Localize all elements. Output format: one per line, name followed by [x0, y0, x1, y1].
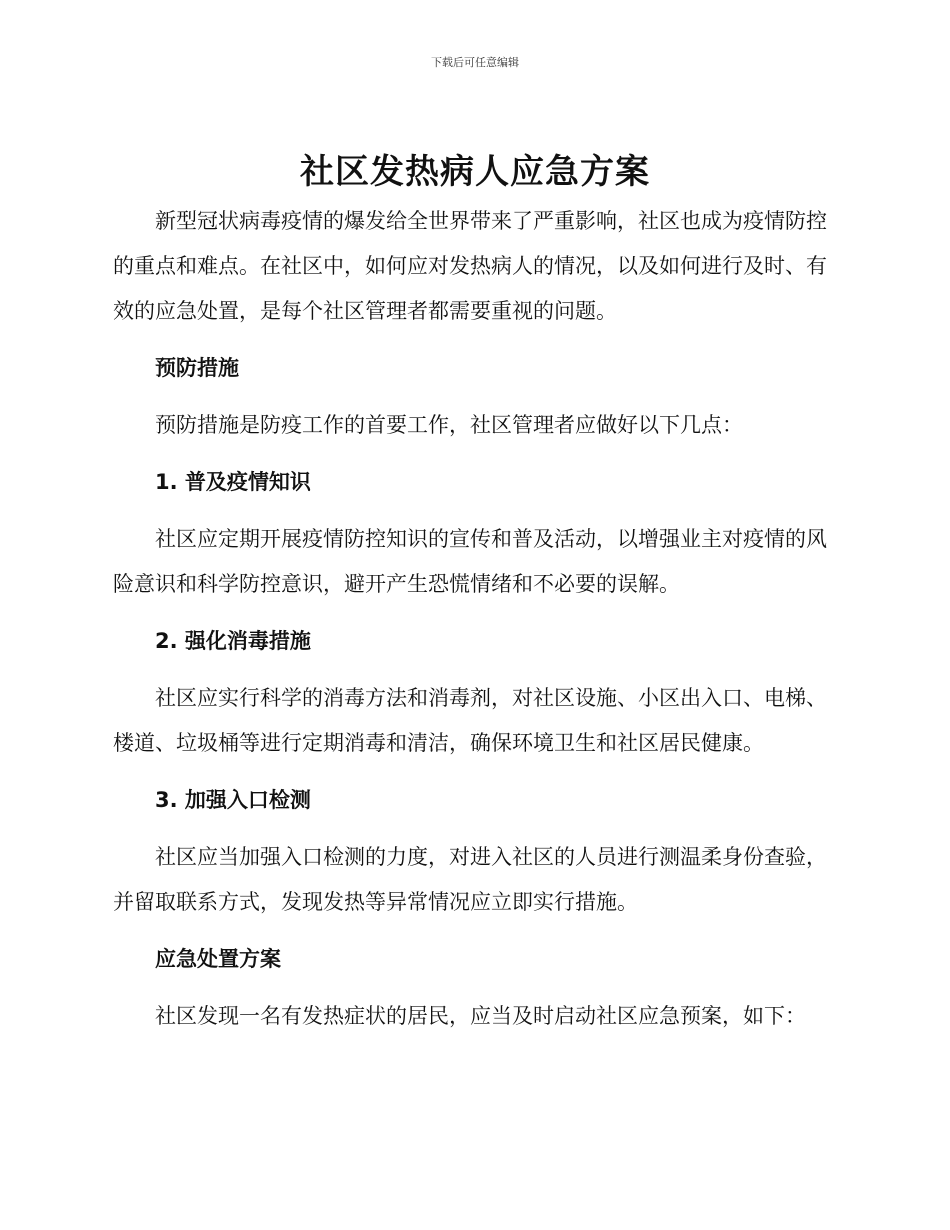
- page-header-note: 下载后可任意编辑: [431, 56, 519, 69]
- subheading-entrance-check: 3. 加强入口检测: [155, 788, 311, 812]
- section-heading-prevention: 预防措施: [155, 356, 239, 380]
- prevention-paragraph: 预防措施是防疫工作的首要工作，社区管理者应做好以下几点：: [155, 413, 743, 437]
- knowledge-paragraph: 社区应定期开展疫情防控知识的宣传和普及活动，以增强业主对疫情的风险意识和科学防控意识，避开产生恐慌情绪和不必要的误解。: [113, 527, 827, 596]
- intro-paragraph: 新型冠状病毒疫情的爆发给全世界带来了严重影响，社区也成为疫情防控的重点和难点。在社区中，如何应对发热病人的情况，以及如何进行及时、有效的应急处置，是每个社区管理者都需要重视的问题。: [113, 209, 827, 323]
- disinfection-paragraph: 社区应实行科学的消毒方法和消毒剂，对社区设施、小区出入口、电梯、楼道、垃圾桶等进行定期消毒和清洁，确保环境卫生和社区居民健康。: [113, 686, 827, 755]
- subheading-disinfection: 2. 强化消毒措施: [155, 629, 311, 653]
- emergency-paragraph: 社区发现一名有发热症状的居民，应当及时启动社区应急预案，如下：: [155, 1004, 806, 1028]
- document-title: 社区发热病人应急方案: [300, 152, 650, 192]
- document-body: [113, 199, 833, 1051]
- section-heading-emergency: 应急处置方案: [155, 947, 281, 971]
- subheading-knowledge: 1. 普及疫情知识: [155, 470, 311, 494]
- entrance-check-paragraph: 社区应当加强入口检测的力度，对进入社区的人员进行测温柔身份查验，并留取联系方式，发现发热等异常情况应立即实行措施。: [113, 845, 827, 914]
